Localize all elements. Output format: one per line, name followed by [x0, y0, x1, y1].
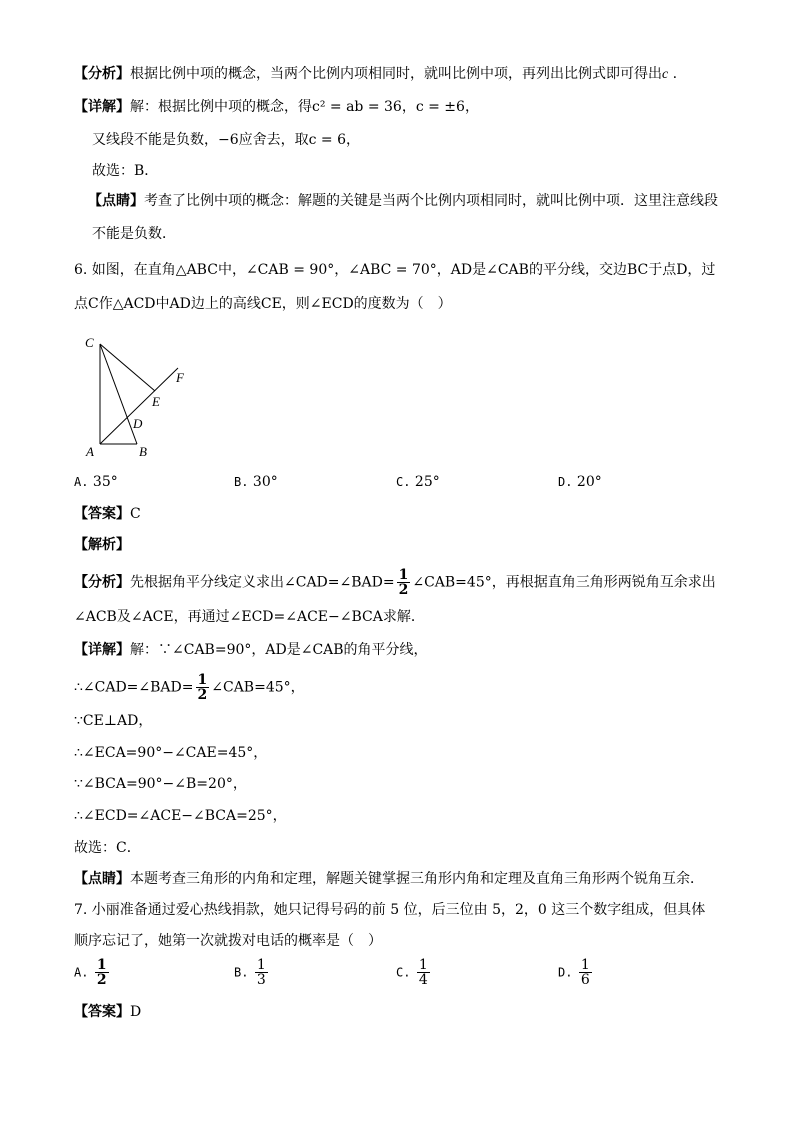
q6-detail-line4: ∴∠ECA=90°−∠CAE=45°，: [74, 745, 268, 761]
q6-analysis-line: [74, 568, 716, 597]
label-b: B: [139, 444, 147, 459]
q5-detail-line2: 又线段不能是负数，−6应舍去，取c = 6，: [92, 132, 361, 148]
q6-option-b: B. 30°: [234, 474, 278, 490]
label-d: D: [133, 416, 143, 431]
comment-tag: 【点睛】: [88, 193, 144, 209]
answer-value: C: [130, 506, 141, 522]
answer-tag: 【答案】: [74, 1004, 130, 1020]
fraction-half-2: $\frac{1}{2}$: [197, 672, 208, 703]
q7-option-d: D. $\frac{1}{6}$: [558, 957, 590, 988]
q6-comment-line: 【点睛】本题考查三角形的内角和定理，解题关键掌握三角形内角和定理及直角三角形两个锐角互余．: [74, 871, 704, 887]
analysis-text: 根据比例中项的概念，当两个比例内项相同时，就叫比例中项，再列出比例式即可得出: [130, 66, 662, 82]
q6-option-d: D. 20°: [558, 474, 602, 490]
segment-cb: [100, 344, 137, 444]
q6-detail-line5: ∵∠BCA=90°−∠B=20°，: [74, 776, 247, 792]
analysis-end: .: [672, 66, 678, 82]
label-c: C: [85, 335, 94, 350]
q6-jiexi-line: [74, 535, 130, 555]
q6-detail-line7: 故选：C．: [74, 840, 141, 856]
analysis-tag: 【分析】: [74, 574, 130, 591]
q6-stem-line2: 点C作△ACD中AD边上的高线CE，则∠ECD的度数为（ ）: [74, 296, 452, 312]
jiexi-tag: 【解析】: [74, 537, 130, 553]
label-f: F: [176, 370, 184, 385]
q7-stem-line2: 顺序忘记了，她第一次就拨对电话的概率是（ ）: [74, 933, 382, 949]
q6-detail-line1: 【详解】解：∵∠CAB=90°，AD是∠CAB的角平分线，: [74, 642, 428, 658]
q7-option-b: B. $\frac{1}{3}$: [234, 957, 266, 988]
q6-detail-line2: ∴∠CAD=∠BAD= $\frac{1}{2}$ ∠CAB=45°，: [74, 672, 305, 703]
q6-answer-line: [74, 504, 141, 524]
q5-comment-line: [88, 191, 718, 211]
fraction-half: $\frac{1}{2}$: [398, 567, 409, 598]
answer-tag: 【答案】: [74, 506, 130, 522]
comment-text: 考查了比例中项的概念：解题的关键是当两个比例内项相同时，就叫比例中项．这里注意线段: [144, 193, 718, 209]
q5-detail-line: [74, 97, 479, 117]
detail-text: 解：根据比例中项的概念，得c² = ab = 36，c = ±6，: [130, 99, 479, 115]
q6-triangle-figure: [80, 334, 200, 460]
q6-detail-line3: ∵CE⊥AD，: [74, 713, 153, 729]
comment-tag: 【点睛】: [74, 871, 130, 887]
label-e: E: [152, 394, 160, 409]
q7-option-c: C. $\frac{1}{4}$: [396, 957, 428, 988]
analysis-tag: 【分析】: [74, 66, 130, 82]
q5-detail-line3: 故选：B．: [92, 163, 159, 179]
q7-answer-line: [74, 1002, 141, 1022]
answer-value: D: [130, 1004, 142, 1020]
q6-detail-line6: ∴∠ECD=∠ACE−∠BCA=25°，: [74, 808, 287, 824]
q7-stem-line1: 7. 小丽准备通过爱心热线捐款，她只记得号码的前 5 位，后三位由 5，2，0 这三个数字组成，但具体: [74, 902, 706, 918]
q5-comment-line2: 不能是负数．: [92, 226, 176, 242]
q6-stem-line1: 6. 如图，在直角△ABC中，∠CAB = 90°，∠ABC = 70°，AD是∠CAB的平分线，交边BC于点D，过: [74, 262, 716, 278]
detail-tag: 【详解】: [74, 99, 130, 115]
q6-analysis-line2: ∠ACB及∠ACE，再通过∠ECD=∠ACE−∠BCA求解．: [74, 609, 425, 625]
detail-tag: 【详解】: [74, 642, 130, 658]
analysis-b: ∠CAB=45°，再根据直角三角形两锐角互余求出: [412, 574, 716, 591]
label-a: A: [86, 444, 94, 459]
analysis-a: 先根据角平分线定义求出∠CAD=∠BAD=: [130, 574, 395, 591]
analysis-var: c: [662, 67, 669, 82]
q7-option-a: A. $\frac{1}{2}$: [74, 957, 107, 988]
segment-af: [100, 368, 178, 444]
q6-option-a: A. 35°: [74, 474, 118, 490]
q5-analysis-line: [74, 64, 677, 85]
q6-option-c: C. 25°: [396, 474, 440, 490]
